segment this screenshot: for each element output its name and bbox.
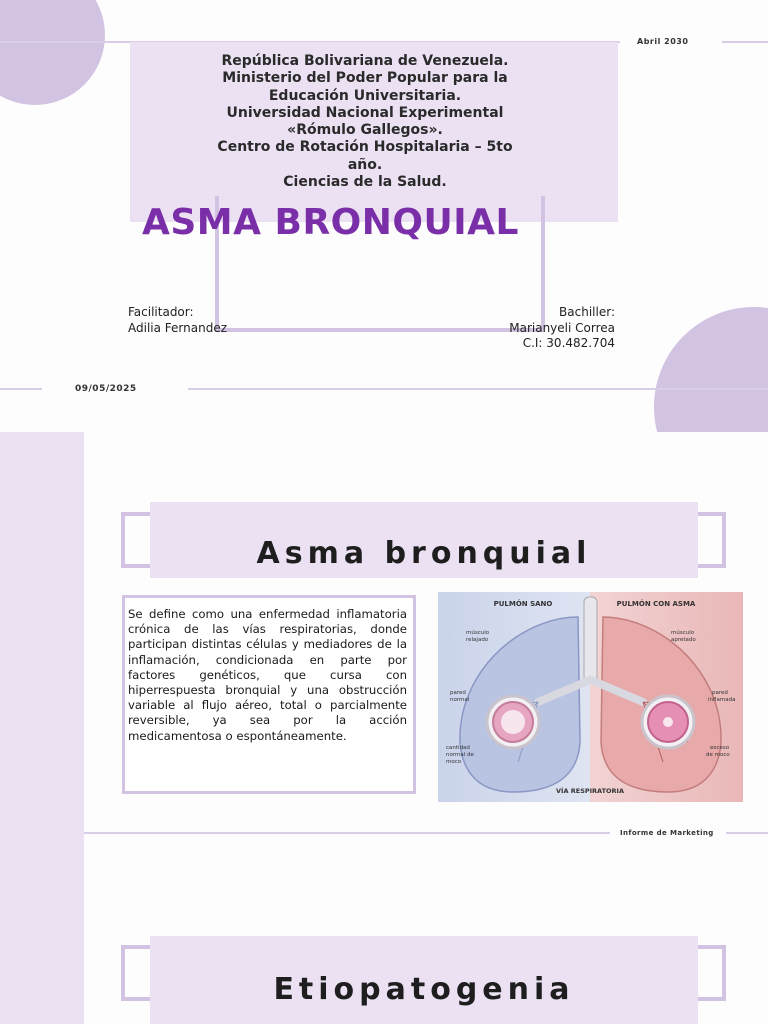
cover-date-top: Abril 2030 [637, 37, 689, 46]
definition-text: Se define como una enfermedad inflamatoria crónica de las vías respiratorias, donde participan distintas células y mediadores de la inflamación, condicionada en parte por factores genéticos, que cursa con hiperrespuesta bronquial y una obstrucción variable al flujo aéreo, total o parcialmente reversible, ya sea por la acción medicamentosa o espontáneamente. [128, 607, 407, 743]
student-id: C.I: 30.482.704 [522, 336, 615, 350]
student-name: Marianyeli Correa [509, 320, 615, 335]
header-line: Ministerio del Poder Popular para la [222, 70, 508, 87]
facilitator-block [128, 305, 227, 336]
label-normal-mucus: normal de [446, 752, 474, 758]
lungs-illustration [438, 592, 743, 802]
decor-line [188, 388, 768, 390]
label-healthy: PULMÓN SANO [493, 600, 553, 608]
header-line: Universidad Nacional Experimental [226, 104, 504, 121]
label-relaxed-muscle: músculo [466, 630, 490, 636]
student-block [430, 305, 615, 352]
decor-line [0, 388, 42, 390]
section-title-etiopatogenia: Etiopatogenia [273, 972, 575, 1007]
decor-circle-bottom-right [654, 307, 768, 432]
label-excess-mucus: de moco [706, 752, 730, 758]
footer-label: Informe de Marketing [620, 829, 714, 837]
label-inflamed-wall: pared [712, 690, 728, 696]
label-tight-muscle: músculo [671, 630, 695, 636]
student-label: Bachiller: [559, 305, 615, 319]
cover-title: ASMA BRONQUIAL [142, 202, 519, 243]
inflamed-airway-lumen [663, 717, 673, 727]
header-line: Centro de Rotación Hospitalaria – 5to [217, 139, 513, 156]
facilitator-name: Adilia Fernandez [128, 320, 227, 335]
label-airway: VÍA RESPIRATORIA [556, 787, 624, 795]
decor-circle-top-left [0, 0, 105, 105]
facilitator-label: Facilitador: [128, 305, 194, 319]
label-normal-wall: pared [450, 690, 466, 696]
label-relaxed-muscle: relajado [466, 637, 489, 643]
cover-date-bottom: 09/05/2025 [75, 384, 137, 394]
header-line: Educación Universitaria. [268, 87, 462, 104]
label-normal-mucus: cantidad [446, 745, 470, 751]
section-title-asma: Asma bronquial [256, 536, 592, 571]
label-asthma: PULMÓN CON ASMA [616, 600, 696, 608]
header-line: República Bolivariana de Venezuela. [221, 53, 509, 69]
definition-box [122, 595, 416, 794]
content-slide [0, 432, 768, 1024]
label-inflamed-wall: inflamada [708, 697, 736, 703]
normal-airway-lumen [501, 710, 525, 734]
label-excess-mucus: exceso [710, 745, 730, 751]
decor-line [722, 41, 768, 43]
trachea [584, 597, 597, 682]
header-line: «Rómulo Gallegos». [287, 122, 443, 139]
cover-slide [0, 0, 768, 432]
decor-line [84, 832, 610, 834]
decor-side-bar [0, 432, 84, 1024]
header-line: Ciencias de la Salud. [283, 174, 447, 191]
label-normal-mucus: moco [446, 759, 462, 765]
label-normal-wall: normal [450, 697, 470, 703]
header-line: año. [347, 156, 383, 173]
label-tight-muscle: apretado [671, 637, 696, 643]
institution-header [130, 53, 600, 191]
decor-line [726, 832, 768, 834]
